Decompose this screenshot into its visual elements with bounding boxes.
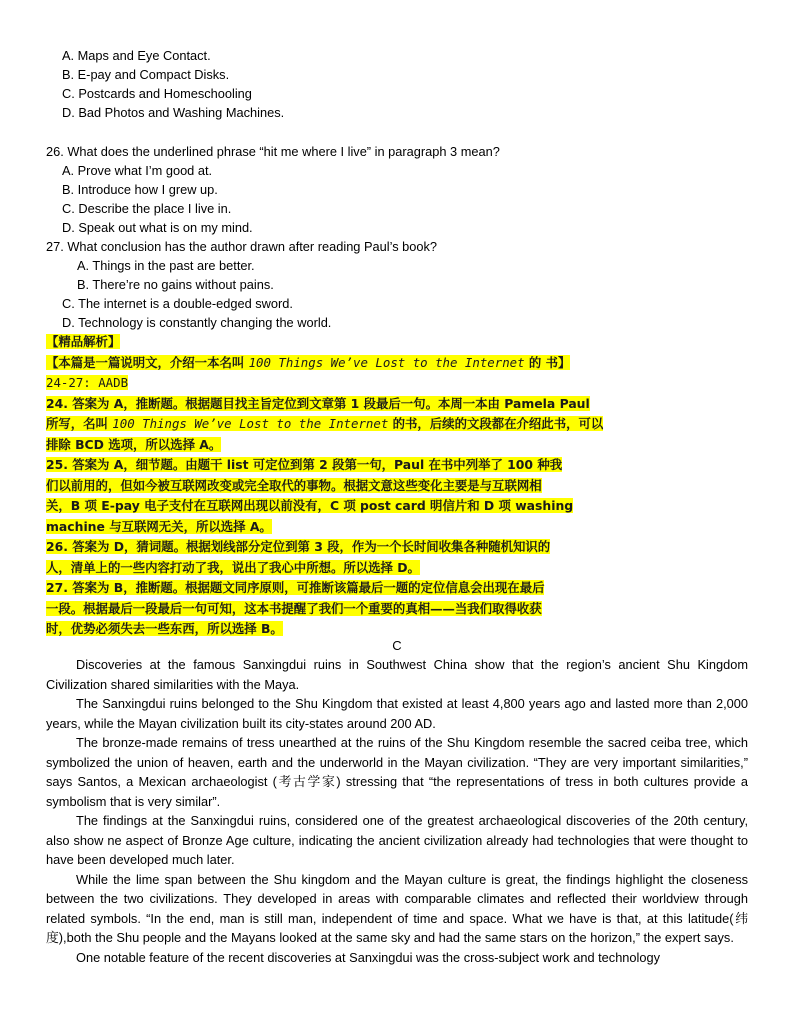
analysis-25-line-2: 们以前用的，但如今被互联网改变或完全取代的事物。根据文意这些变化主要是与互联网相 xyxy=(46,477,542,493)
option-c: C. Postcards and Homeschooling xyxy=(62,86,252,101)
paragraph-6: One notable feature of the recent discoveries at Sanxingdui was the cross-subject work and technology xyxy=(76,949,661,965)
option-d: D. Speak out what is on my mind. xyxy=(62,220,253,235)
option-c: C. The internet is a double-edged sword. xyxy=(62,296,293,311)
question-stem: 26. What does the underlined phrase “hit me where I live” in paragraph 3 mean? xyxy=(46,144,500,159)
paragraph-2: The Sanxingdui ruins belonged to the Shu Kingdom that existed at least 4,800 years ago and lasted more than 2,000 years, while the Mayan civilization built its city-states around 200 AD. xyxy=(46,696,748,731)
previous-question-options xyxy=(62,46,762,122)
analysis-27-line-3: 时，优势必须失去一些东西，所以选择 B。 xyxy=(46,621,283,636)
book-title: 100 Things We’ve Lost to the Internet xyxy=(248,354,525,370)
question-27 xyxy=(46,237,766,332)
analysis-27-line-2: 一段。根据最后一段最后一句可知，这本书提醒了我们一个重要的真相——当我们取得收获 xyxy=(46,600,542,616)
option-c: C. Describe the place I live in. xyxy=(62,201,232,216)
analysis-26-line-2: 人，清单上的一些内容打动了我，说出了我心中所想。所以选择 D。 xyxy=(46,559,420,575)
option-d: D. Technology is constantly changing the world. xyxy=(62,315,332,330)
question-stem: 27. What conclusion has the author drawn after reading Paul’s book? xyxy=(46,239,438,254)
section-heading: C xyxy=(392,638,402,653)
option-a: A. Maps and Eye Contact. xyxy=(62,48,211,63)
answer-analysis xyxy=(46,332,726,640)
paragraph-5: While the lime span between the Shu kingdom and the Mayan culture is great, the findings highlight the closeness between the two civilizations. They developed in areas with comparable climates and reflected their worldview through related symbols. “In the end, man is still man, independent of time and space. What we have is that, at this latitude(纬度),both the Shu people and the Mayans looked at the same sky and had the same stars on the horizon,” the expert says. xyxy=(46,871,748,945)
analysis-27-line-1: 27. 答案为 B，推断题。根据题文同序原则，可推断该篇最后一题的定位信息会出现在最后 xyxy=(46,580,545,595)
analysis-25-line-1: 25. 答案为 A，细节题。由题干 list 可定位到第 2 段第一句，Paul 在书中列举了 100 种我 xyxy=(46,457,563,472)
option-a: A. Prove what I’m good at. xyxy=(62,163,213,178)
option-a: A. Things in the past are better. xyxy=(77,258,255,273)
question-26 xyxy=(46,142,766,237)
reading-passage xyxy=(46,655,748,967)
paragraph-3: The bronze-made remains of tress unearthed at the ruins of the Shu Kingdom resemble the sacred ceiba tree, which symbolized the union of heaven, earth and the underworld in the Mayan civilization. “They are very important similarities,” says Santos, a Mexican archaeologist (考古学家) stressing that “the representations of tress in both cultures provide a symbolism that is very similar”. xyxy=(46,735,748,809)
analysis-25-line-3: 关，B 项 E-pay 电子支付在互联网出现以前没有，C 项 post card 明信片和 D 项 washing xyxy=(46,498,574,513)
paragraph-4: The findings at the Sanxingdui ruins, considered one of the greatest archaeological discoveries of the 20th century, also show ne aspect of Bronze Age culture, indicating the ancient civilization already had technologies that were thought to have been developed much later. xyxy=(46,813,748,867)
option-b: B. There’re no gains without pains. xyxy=(77,277,274,292)
paragraph-1: Discoveries at the famous Sanxingdui ruins in Southwest China show that the region’s ancient Shu Kingdom Civilization shared similarities with the Maya. xyxy=(46,657,748,692)
option-b: B. Introduce how I grew up. xyxy=(62,182,218,197)
analysis-26-line-1: 26. 答案为 D，猜词题。根据划线部分定位到第 3 段，作为一个长时间收集各种随机知识的 xyxy=(46,539,551,554)
answer-key: 24-27: AADB xyxy=(46,375,129,390)
analysis-24-line-1: 24. 答案为 A，推断题。根据题目找主旨定位到文章第 1 段最后一句。本周一本由 Pamela Paul xyxy=(46,395,590,411)
option-d: D. Bad Photos and Washing Machines. xyxy=(62,105,285,120)
analysis-25-line-4: machine 与互联网无关，所以选择 A。 xyxy=(46,518,272,534)
analysis-intro: 【本篇是一篇说明文，介绍一本名叫 100 Things We’ve Lost to the Internet 的 书】 xyxy=(46,354,571,370)
analysis-heading: 【精品解析】 xyxy=(46,334,121,349)
analysis-24-line-2: 所写，名叫 100 Things We’ve Lost to the Internet 的书，后续的文段都在介绍此书，可以 xyxy=(46,416,604,431)
book-title: 100 Things We’ve Lost to the Internet xyxy=(112,416,389,431)
option-b: B. E-pay and Compact Disks. xyxy=(62,67,230,82)
analysis-24-line-3: 排除 BCD 选项，所以选择 A。 xyxy=(46,436,222,452)
